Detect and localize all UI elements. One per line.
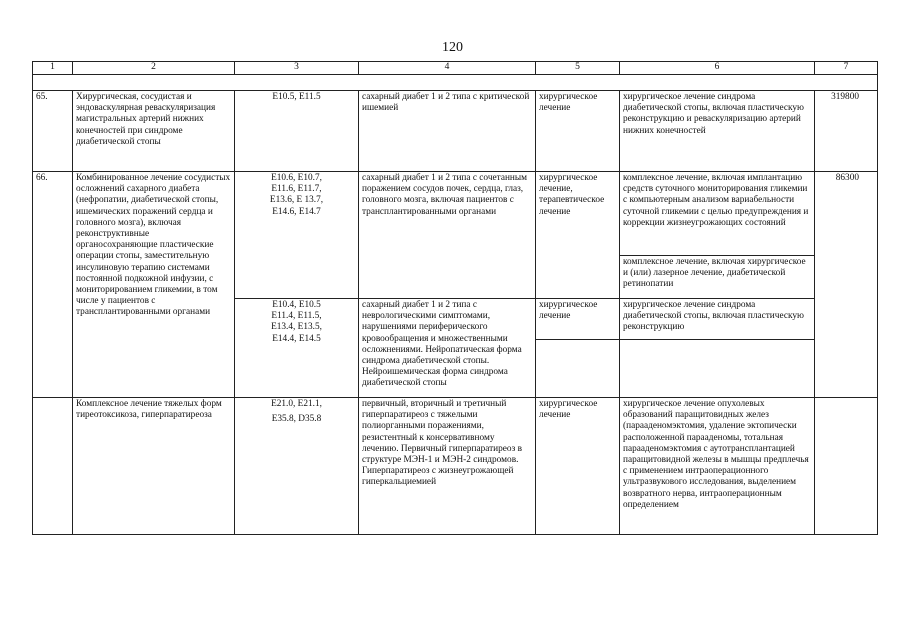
icd-code-line: E14.6, E14.7 xyxy=(272,206,321,217)
row-number xyxy=(33,398,73,535)
table-row xyxy=(33,398,878,535)
icd-codes xyxy=(235,398,359,535)
treatment-method: хирургическое лечение синдрома диабетической стопы, включая пластическую реконструкцию и реваскуляризацию артерий нижних конечностей xyxy=(620,91,815,172)
column-number: 1 xyxy=(33,62,73,75)
row-number: 66. xyxy=(33,172,73,398)
column-number: 2 xyxy=(73,62,235,75)
icd-code-line: E14.4, E14.5 xyxy=(272,333,321,344)
icd-codes xyxy=(235,299,359,398)
care-name: Комбинированное лечение сосудистых осложнений сахарного диабета (нефропатии, диабетической стопы, ишемических поражений сердца и головного мозга), включая реконструктивные органосохраняющие пластические операции стопы, заместительную инсулиновую терапию системами постоянной подкожной инфузии, с мониторированием гликемии, в том числе у пациентов с трансплантированными органами xyxy=(73,172,235,398)
icd-code-line: E21.0, E21.1, xyxy=(271,399,322,409)
icd-code-line: E13.4, E13.5, xyxy=(271,322,322,333)
table-row xyxy=(33,172,878,256)
empty-cell xyxy=(536,340,620,398)
spacer-cell xyxy=(33,75,878,91)
icd-code-line: E11.6, E11.7, xyxy=(271,184,322,195)
icd-code-line: E13.6, E 13.7, xyxy=(269,195,324,206)
column-number: 3 xyxy=(235,62,359,75)
column-number-row xyxy=(33,62,878,75)
treatment-method: хирургическое лечение синдрома диабетической стопы, включая пластическую реконструкцию xyxy=(620,299,815,340)
icd-code-line: E10.6, E10.7, xyxy=(271,173,322,183)
treatment-type: хирургическое лечение, терапевтическое лечение xyxy=(536,172,620,299)
patient-model: первичный, вторичный и третичный гиперпаратиреоз с тяжелыми полиорганными поражениями, резистентный к консервативному лечению. Первичный гиперпаратиреоз в структуре МЭН-1 и МЭН-2 синдромов. Гиперпаратиреоз с жизнеугрожающей гиперкальциемией xyxy=(359,398,536,535)
cost: 86300 xyxy=(815,172,878,398)
column-number: 6 xyxy=(620,62,815,75)
icd-code-line: E10.4, E10.5 xyxy=(272,300,321,310)
treatment-type: хирургическое лечение xyxy=(536,299,620,340)
treatment-method: комплексное лечение, включая имплантацию средств суточного мониторирования гликемии с компьютерным анализом вариабельности суточной гликемии с целью предупреждения и коррекции жизнеугрожающих состояний xyxy=(620,172,815,256)
spacer-row xyxy=(33,75,878,91)
medical-care-table xyxy=(32,61,878,535)
treatment-type: хирургическое лечение xyxy=(536,398,620,535)
column-number: 5 xyxy=(536,62,620,75)
treatment-method: комплексное лечение, включая хирургическое и (или) лазерное лечение, диабетической ретинопатии xyxy=(620,256,815,299)
page-number: 120 xyxy=(442,40,463,55)
care-name: Хирургическая, сосудистая и эндоваскулярная реваскуляризация магистральных артерий нижних конечностей при синдроме диабетической стопы xyxy=(73,91,235,172)
icd-codes xyxy=(235,172,359,299)
patient-model: сахарный диабет 1 и 2 типа с неврологическими симптомами, нарушениями периферического кровообращения и множественными осложнениями. Нейропатическая форма синдрома диабетической стопы. Нейроишемическая форма синдрома диабетической стопы xyxy=(359,299,536,398)
care-name: Комплексное лечение тяжелых форм тиреотоксикоза, гиперпаратиреоза xyxy=(73,398,235,535)
treatment-type: хирургическое лечение xyxy=(536,91,620,172)
empty-cell xyxy=(620,340,815,398)
cost xyxy=(815,398,878,535)
icd-code-line: E11.4, E11.5, xyxy=(271,311,322,322)
icd-codes: E10.5, E11.5 xyxy=(235,91,359,172)
table-row xyxy=(33,91,878,172)
cost: 319800 xyxy=(815,91,878,172)
icd-code-line: E35.8, D35.8 xyxy=(271,414,322,425)
treatment-method: хирургическое лечение опухолевых образований паращитовидных желез (парааденомэктомия, удаление эктопически расположенной парааденомы, тотальная парааденомэктомия с аутотрансплантацией паращитовидной железы в мышцы предплечья с применением интраоперационного ультразвукового исследования, выделением возвратного нерва, интраоперационным определением xyxy=(620,398,815,535)
column-number: 7 xyxy=(815,62,878,75)
row-number: 65. xyxy=(33,91,73,172)
patient-model: сахарный диабет 1 и 2 типа с критической ишемией xyxy=(359,91,536,172)
column-number: 4 xyxy=(359,62,536,75)
patient-model: сахарный диабет 1 и 2 типа с сочетанным поражением сосудов почек, сердца, глаз, головного мозга, включая пациентов с трансплантированными органами xyxy=(359,172,536,299)
